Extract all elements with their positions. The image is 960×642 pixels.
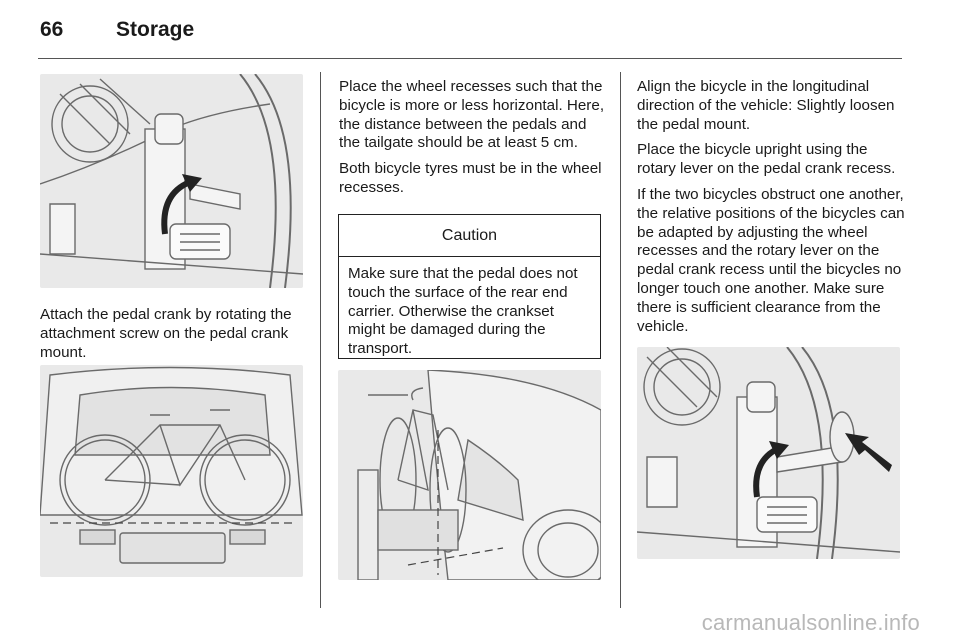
column-3-text [637,78,907,343]
page-title: Storage [116,18,195,41]
pedal-crank-illustration [40,74,303,288]
column-divider-1 [320,72,321,608]
column-1-text [40,306,312,369]
col1-paragraph-1: Attach the pedal crank by rotating the attachment screw on the pedal crank mount. [40,306,292,361]
caution-title: Caution [339,215,600,257]
caution-text: Make sure that the pedal does not touch the surface of the rear end carrier. Otherwise the crankset might be damaged during the transport. [348,265,578,358]
side-view-illustration [338,370,601,580]
figure-bike-side-view [338,370,601,580]
col2-paragraph-2: Both bicycle tyres must be in the wheel recesses. [339,160,602,196]
figure-rotary-lever [637,347,900,559]
page-number: 66 [40,18,64,41]
rear-carrier-illustration [40,365,303,577]
caution-box [338,214,601,359]
col3-paragraph-3: If the two bicycles obstruct one another, the relative positions of the bicycles can be adapted by adjusting the wheel recesses and the rotary lever on the pedal crank recess until the bicycles no longer touch one another. Make sure there is sufficient clearance from the vehicle. [637,185,905,335]
column-divider-2 [620,72,621,608]
figure-pedal-crank-mount [40,74,303,288]
watermark: carmanualsonline.info [701,610,920,635]
page-header [38,18,922,48]
column-2-text [339,78,611,205]
col2-paragraph-1: Place the wheel recesses such that the bicycle is more or less horizontal. Here, the distance between the pedals and the tailgate should be at least 5 cm. [339,78,605,152]
figure-bike-on-carrier-rear [40,365,303,577]
col3-paragraph-2: Place the bicycle upright using the rotary lever on the pedal crank recess. [637,141,896,178]
rotary-lever-illustration [637,347,900,559]
col3-paragraph-1: Align the bicycle in the longitudinal direction of the vehicle: Slightly loosen the pedal mount. [637,78,895,133]
header-rule [38,58,902,59]
